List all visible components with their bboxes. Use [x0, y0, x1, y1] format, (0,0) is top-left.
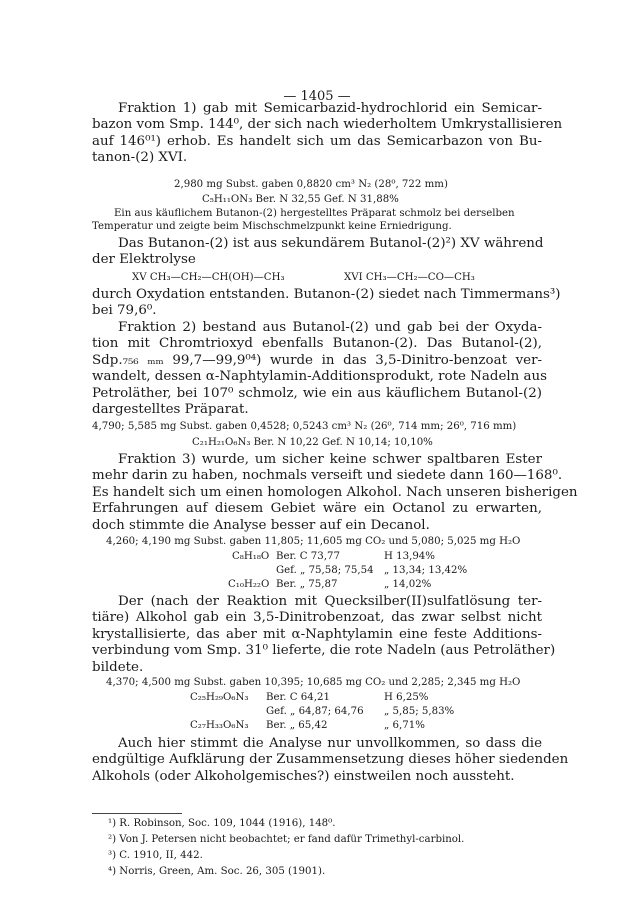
analysis-line: 4,260; 4,190 mg Subst. gaben 11,805; 11,605 mg CO₂ und 5,080; 5,025 mg H₂O — [106, 536, 521, 547]
analysis-line: 4,790; 5,585 mg Subst. gaben 0,4528; 0,5243 cm³ N₂ (26⁰, 714 mm; 26⁰, 716 mm) — [92, 421, 517, 432]
text-line: Der (nach der Reaktion mit Quecksilber(II)sulfatlösung ter- — [118, 594, 542, 609]
analysis-value: „ 6,71% — [384, 720, 425, 731]
paragraph-oxydation — [92, 287, 561, 320]
analysis-value: „ 14,02% — [384, 579, 432, 590]
text-line: tion mit Chromtrioxyd ebenfalls Butanon-(2). Das Butanol-(2), — [92, 336, 542, 352]
paragraph-fraktion-3 — [92, 452, 578, 534]
formula-xv: XV CH₃—CH₂—CH(OH)—CH₃ — [132, 272, 285, 283]
note-line: Ein aus käuflichem Butanon-(2) hergestelltes Präparat schmolz bei derselben — [114, 208, 515, 219]
paragraph-fraktion-1 — [92, 101, 563, 167]
analysis-value: H 13,94% — [384, 551, 435, 562]
text-line: krystallisierte, das aber mit α-Naphtylamin eine feste Additions- — [92, 626, 542, 642]
footnote-3: ³) C. 1910, II, 442. — [108, 850, 203, 861]
analysis-line: 4,370; 4,500 mg Subst. gaben 10,395; 10,685 mg CO₂ und 2,285; 2,345 mg H₂O — [106, 677, 521, 688]
footnote-2: ²) Von J. Petersen nicht beobachtet; er fand dafür Trimethyl-carbinol. — [108, 834, 465, 845]
analysis-formula-line: C₅H₁₁ON₃ Ber. N 32,55 Gef. N 31,88% — [202, 194, 399, 205]
page-number: — 1405 — — [283, 89, 351, 104]
text-line: endgültige Aufklärung der Zusammensetzung dieses höher siedenden — [92, 752, 569, 768]
footnote-4: ⁴) Norris, Green, Am. Soc. 26, 305 (1901). — [108, 866, 326, 877]
text-line: Fraktion 3) wurde, um sicher keine schwer spaltbaren Ester — [118, 452, 542, 467]
text-line: bei 79,6⁰. — [92, 303, 157, 319]
analysis-formula-line: C₂₁H₂₁O₆N₃ Ber. N 10,22 Gef. N 10,14; 10,10% — [192, 437, 433, 448]
paragraph-butanon — [92, 236, 542, 269]
text-line: auf 146⁰¹) erhob. Es handelt sich um das Semicarbazon von Bu- — [92, 133, 542, 149]
text-line: Auch hier stimmt die Analyse nur unvollkommen, so dass die — [118, 736, 542, 751]
text-line: wandelt, dessen α-Naphtylamin-Additionsprodukt, rote Nadeln aus — [92, 369, 548, 385]
analysis-value: „ 5,85; 5,83% — [384, 706, 455, 717]
analysis-value: Gef. „ 75,58; 75,54 — [276, 565, 374, 576]
analysis-value: Ber. „ 65,42 — [266, 720, 328, 731]
text-line: Petroläther, bei 107⁰ schmolz, wie ein aus käuflichem Butanol-(2) — [92, 385, 542, 401]
text-line: Sdp.₇₅₆ ₘₘ 99,7—99,9⁰⁴) wurde in das 3,5-Dinitro-benzoat ver- — [92, 352, 542, 368]
text-line: Alkohols (oder Alkoholgemisches?) einstweilen noch aussteht. — [92, 768, 515, 784]
analysis-formula: C₂₅H₂₉O₆N₃ — [190, 692, 249, 703]
footnote-divider — [92, 813, 182, 814]
footnote-1: ¹) R. Robinson, Soc. 109, 1044 (1916), 148⁰. — [108, 818, 336, 829]
text-line: verbindung vom Smp. 31⁰ lieferte, die rote Nadeln (aus Petroläther) — [92, 643, 556, 659]
formula-xvi: XVI CH₃—CH₂—CO—CH₃ — [344, 272, 475, 283]
text-line: tiäre) Alkohol gab ein 3,5-Dinitrobenzoat, das zwar selbst nicht — [92, 610, 542, 626]
analysis-formula: C₈H₁₈O — [232, 551, 270, 562]
text-line: dargestelltes Präparat. — [92, 401, 249, 417]
paragraph-conclusion — [92, 736, 569, 785]
note-line: Temperatur und zeigte beim Mischschmelzpunkt keine Erniedrigung. — [92, 221, 452, 232]
text-line: bildete. — [92, 659, 144, 675]
analysis-value: H 6,25% — [384, 692, 429, 703]
text-line: der Elektrolyse — [92, 252, 196, 268]
analysis-formula: C₂₇H₃₃O₆N₃ — [190, 720, 249, 731]
text-line: Fraktion 1) gab mit Semicarbazid-hydrochlorid ein Semicar- — [118, 101, 542, 116]
text-line: Fraktion 2) bestand aus Butanol-(2) und gab bei der Oxyda- — [118, 320, 542, 335]
analysis-value: Ber. „ 75,87 — [276, 579, 338, 590]
text-line: tanon-(2) XVI. — [92, 150, 188, 166]
analysis-value: Ber. C 73,77 — [276, 551, 340, 562]
text-line: bazon vom Smp. 144⁰, der sich nach wiederholtem Umkrystallisieren — [92, 117, 563, 133]
analysis-line: 2,980 mg Subst. gaben 0,8820 cm³ N₂ (28⁰, 722 mm) — [174, 179, 448, 190]
text-line: Es handelt sich um einen homologen Alkohol. Nach unseren bisherigen — [92, 484, 578, 500]
text-line: Das Butanon-(2) ist aus sekundärem Butanol-(2)²) XV während — [118, 236, 544, 251]
text-line: doch stimmte die Analyse besser auf ein Decanol. — [92, 517, 430, 533]
text-line: Erfahrungen auf diesem Gebiet wäre ein Octanol zu erwarten, — [92, 501, 542, 517]
analysis-value: „ 13,34; 13,42% — [384, 565, 468, 576]
analysis-value: Gef. „ 64,87; 64,76 — [266, 706, 364, 717]
text-line: mehr darin zu haben, nochmals verseift und siedete dann 160—168⁰. — [92, 468, 563, 484]
text-line: durch Oxydation entstanden. Butanon-(2) siedet nach Timmermans³) — [92, 287, 561, 302]
paragraph-tertiary-alcohol — [92, 594, 556, 676]
analysis-value: Ber. C 64,21 — [266, 692, 330, 703]
paragraph-fraktion-2 — [92, 320, 548, 418]
analysis-formula: C₁₀H₂₂O — [228, 579, 270, 590]
